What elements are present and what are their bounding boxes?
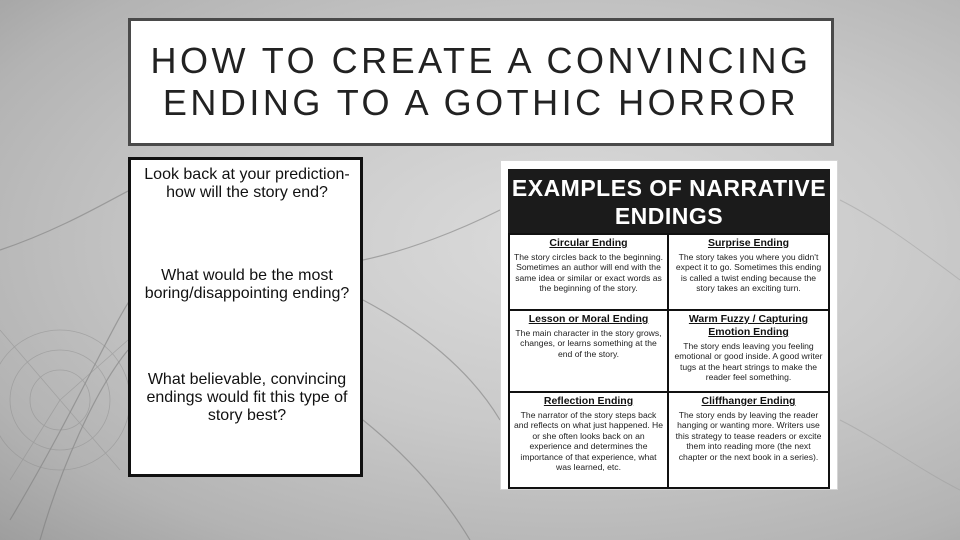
ending-name: Lesson or Moral Ending (528, 313, 649, 325)
poster-header: EXAMPLES OF NARRATIVE ENDINGS (508, 169, 830, 235)
ending-name: Circular Ending (549, 237, 628, 249)
ending-cell-surprise (669, 235, 828, 309)
endings-row (510, 393, 828, 489)
question-boring-ending: What would be the most boring/disappointing ending? (144, 267, 350, 302)
ending-cell-circular (510, 235, 669, 309)
ending-cell-cliffhanger (669, 393, 828, 487)
ending-description: The story ends leaving you feeling emotional or good inside. A good writer tugs at the heart strings to make the reader feel something. (674, 341, 823, 383)
ending-description: The story circles back to the beginning. Sometimes an author will end with the same idea or similar or exact words as the beginning of the story. (513, 252, 664, 294)
endings-row (510, 235, 828, 311)
ending-name: Cliffhanger Ending (701, 395, 796, 407)
ending-description: The story takes you where you didn't expect it to go. Sometimes this ending is called a twist ending because the story takes an exciting turn. (675, 252, 822, 294)
narrative-endings-poster (500, 160, 838, 490)
ending-cell-reflection (510, 393, 669, 487)
endings-grid (508, 233, 830, 489)
slide-title: HOW TO CREATE A CONVINCING ENDING TO A GOTHIC HORROR (150, 40, 812, 123)
ending-name: Reflection Ending (543, 395, 634, 407)
ending-name: Warm Fuzzy / Capturing Emotion Ending (688, 313, 809, 338)
ending-description: The story ends by leaving the reader hanging or wanting more. Writers use this strategy to tease readers or excite them into reading more (the next chapter or the next book in a series). (675, 410, 822, 462)
ending-description: The main character in the story grows, changes, or learns something at the end of the story. (515, 328, 662, 359)
question-prediction: Look back at your prediction- how will the story end? (144, 166, 350, 201)
title-box (128, 18, 834, 146)
endings-row (510, 311, 828, 393)
ending-description: The narrator of the story steps back and reflects on what just happened. He or she often looks back on an experience and determines the importance of that experience, what was learned, etc. (513, 410, 664, 473)
ending-cell-warm-fuzzy (669, 311, 828, 391)
ending-name: Surprise Ending (707, 237, 790, 249)
question-convincing-endings: What believable, convincing endings would fit this type of story best? (146, 371, 348, 424)
ending-cell-lesson (510, 311, 669, 391)
questions-box (128, 157, 363, 477)
